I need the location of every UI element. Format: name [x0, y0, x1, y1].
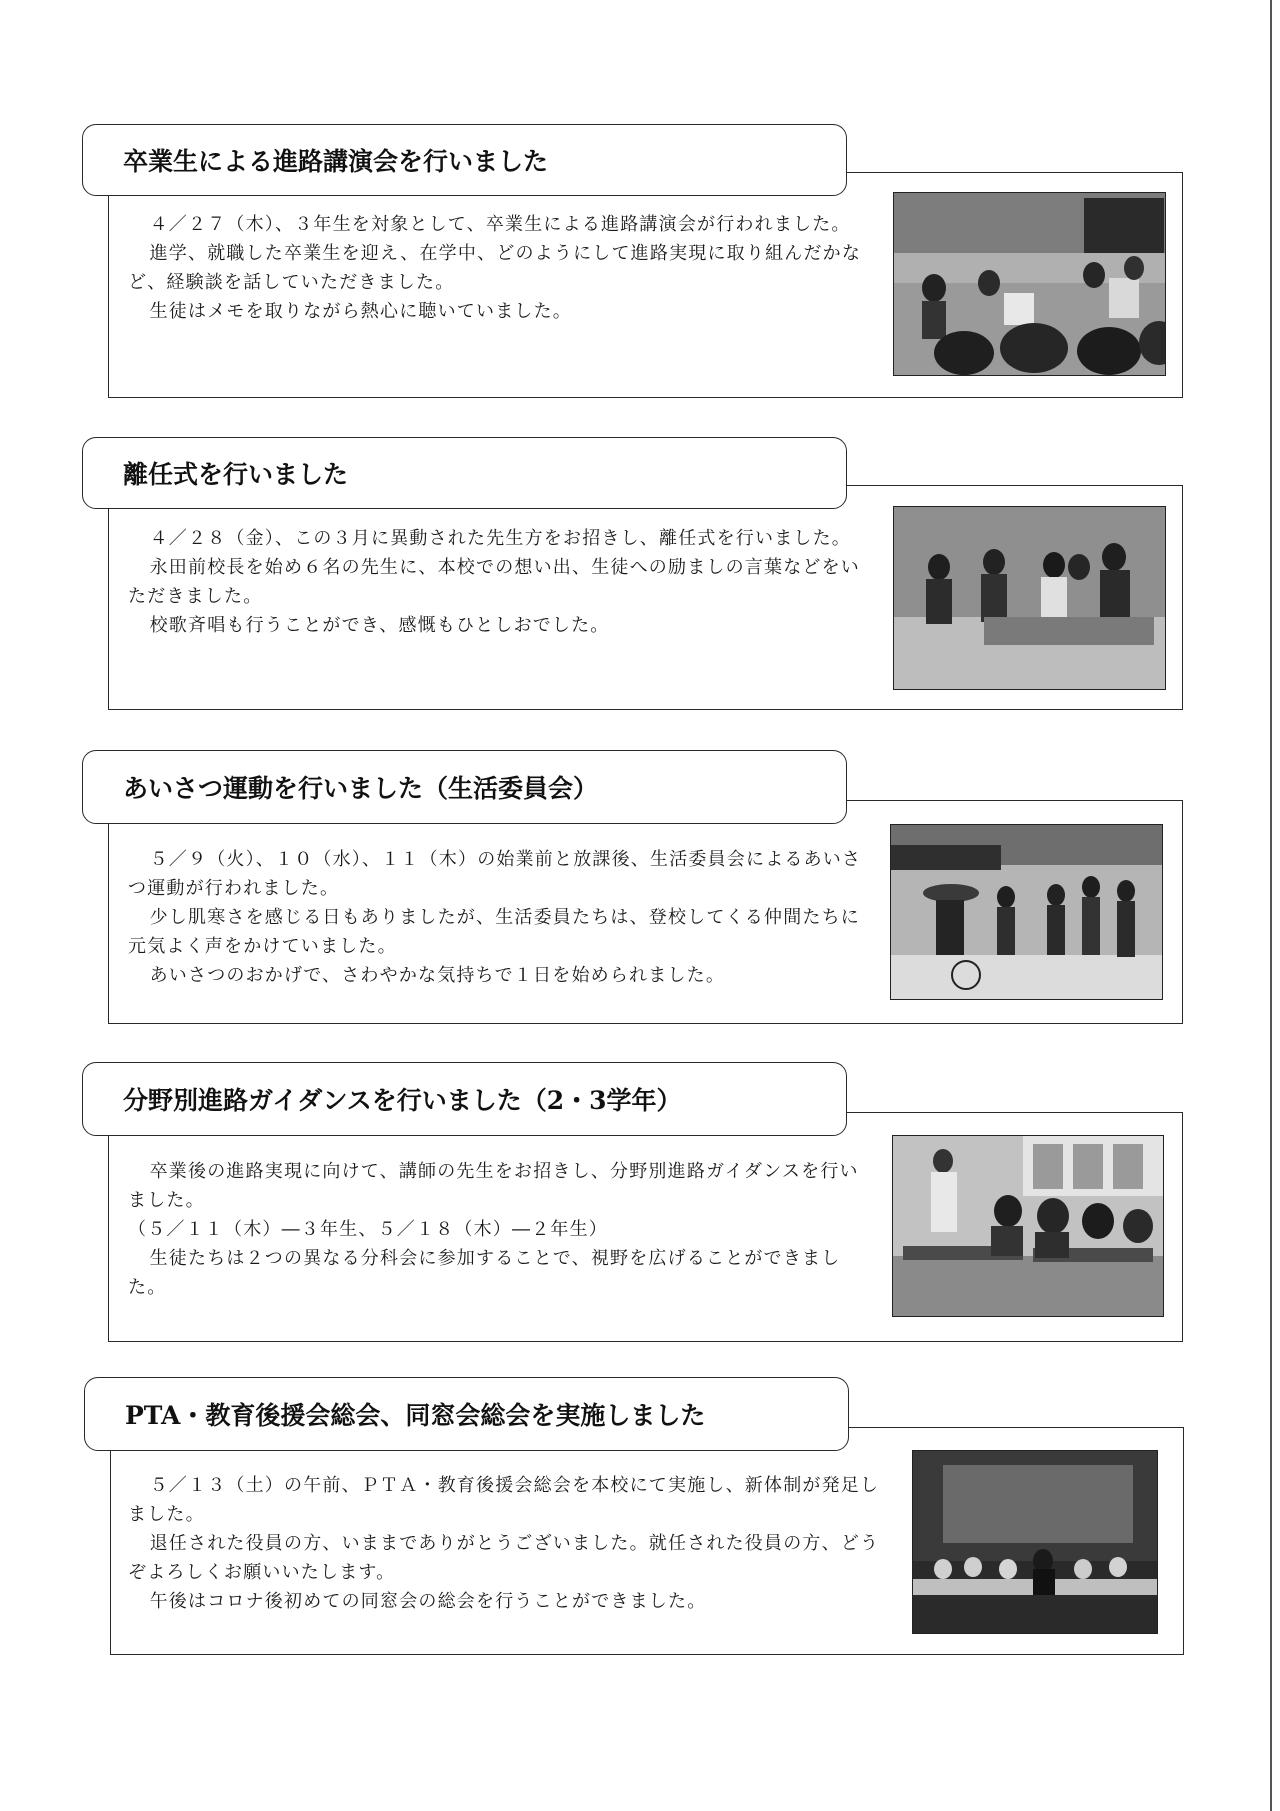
paragraph: 永田前校長を始め６名の先生に、本校での想い出、生徒への励ましの言葉などをいただきました。 — [128, 557, 860, 607]
section-text — [128, 1157, 872, 1302]
paragraph: 退任された役員の方、いままでありがとうございました。就任された役員の方、どうぞよろしくお願いいたします。 — [128, 1533, 880, 1583]
section-title-tab — [82, 750, 847, 824]
section-title: 卒業生による進路講演会を行いました — [123, 147, 549, 176]
paragraph: あいさつのおかげで、さわやかな気持ちで１日を始められました。 — [149, 965, 726, 986]
section-title: 分野別進路ガイダンスを行いました（2・3学年） — [123, 1086, 682, 1115]
general-meeting-photo — [912, 1450, 1158, 1634]
section-text — [128, 845, 872, 990]
section-title-tab — [82, 437, 847, 509]
section-text — [128, 1471, 880, 1616]
section-title-tab — [84, 1377, 849, 1451]
farewell-ceremony-photo — [893, 506, 1166, 690]
section-text — [128, 210, 872, 326]
page-edge-rule — [1270, 0, 1272, 1811]
paragraph: ４／２８（金）、この３月に異動された先生方をお招きし、離任式を行いました。 — [149, 528, 851, 549]
paragraph: 生徒たちは２つの異なる分科会に参加することで、視野を広げることができました。 — [128, 1248, 841, 1298]
paragraph: 進学、就職した卒業生を迎え、在学中、どのようにして進路実現に取り組んだかなど、経験談を話していただきました。 — [128, 243, 862, 293]
section-title: あいさつ運動を行いました（生活委員会） — [123, 774, 599, 803]
paragraph: ５／１３（土）の午前、ＰＴＡ・教育後援会総会を本校にて実施し、新体制が発足しました。 — [128, 1475, 880, 1525]
paragraph: 校歌斉唱も行うことができ、感慨もひとしおでした。 — [149, 615, 610, 636]
section-title: PTA・教育後援会総会、同窓会総会を実施しました — [125, 1401, 706, 1430]
paragraph: 卒業後の進路実現に向けて、講師の先生をお招きし、分野別進路ガイダンスを行いました。 — [128, 1161, 859, 1211]
paragraph: ５／９（火）、１０（水）、１１（木）の始業前と放課後、生活委員会によるあいさつ運動が行われました。 — [128, 849, 862, 899]
paragraph: （５／１１（木）―３年生、５／１８（木）―２年生） — [128, 1219, 608, 1240]
paragraph: 午後はコロナ後初めての同窓会の総会を行うことができました。 — [149, 1591, 707, 1612]
section-title-tab — [82, 1062, 847, 1136]
section-text — [128, 524, 872, 640]
section-title: 離任式を行いました — [123, 460, 349, 489]
paragraph: ４／２７（木）、３年生を対象として、卒業生による進路講演会が行われました。 — [149, 214, 851, 235]
section-title-tab — [82, 124, 847, 196]
greeting-campaign-photo — [890, 824, 1163, 1000]
career-guidance-photo — [892, 1135, 1164, 1317]
paragraph: 生徒はメモを取りながら熱心に聴いていました。 — [149, 301, 572, 322]
paragraph: 少し肌寒さを感じる日もありましたが、生活委員たちは、登校してくる仲間たちに元気よく声をかけていました。 — [128, 907, 860, 957]
lecture-photo — [893, 192, 1166, 376]
